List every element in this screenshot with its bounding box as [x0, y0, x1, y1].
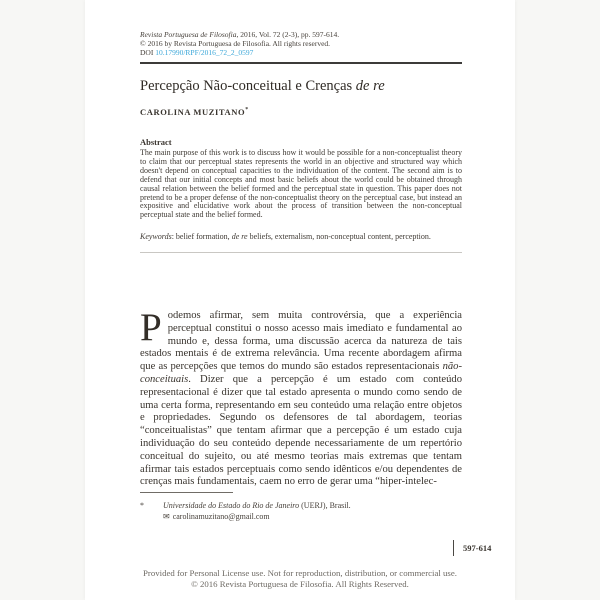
license-line: Provided for Personal License use. Not for reproduction, distribution, or commercial use.: [143, 568, 457, 578]
affiliation-rest: (UERJ), Brasil.: [299, 501, 351, 510]
page-range-badge: 597-614: [453, 540, 491, 556]
footnote-mark: *: [140, 501, 144, 510]
author-name: [140, 107, 462, 117]
title-italic-part: de re: [355, 78, 385, 94]
license-footer: [85, 568, 515, 590]
abstract-divider: [140, 252, 462, 253]
keywords-italic: de re: [231, 232, 248, 241]
body-paragraph: [140, 306, 462, 489]
doi-link[interactable]: 10.17990/RPF/2016_72_2_0597: [155, 48, 254, 57]
journal-name: Revista Portuguesa de Filosofia: [140, 30, 237, 39]
doi-label: DOI: [140, 48, 156, 57]
body-text-italic: não-conceituais: [140, 361, 462, 385]
envelope-icon: ✉: [163, 512, 170, 521]
footnote-email-row: [163, 511, 462, 522]
author-footnote-mark: *: [245, 107, 249, 114]
article-page: [85, 0, 515, 600]
dropcap-letter: P: [140, 306, 162, 349]
page-title: [140, 78, 462, 95]
copyright-line: © 2016 Revista Portuguesa de Filosofia. All Rights Reserved.: [191, 579, 409, 589]
abstract-heading: Abstract: [140, 137, 172, 147]
header-divider: [140, 62, 462, 64]
journal-citation-line: [140, 30, 462, 39]
affiliation-name: Universidade do Estado do Rio de Janeiro: [163, 501, 300, 510]
keywords-post: beliefs, externalism, non-conceptual content, perception.: [247, 232, 431, 241]
keywords-label: Keywords: [140, 232, 172, 241]
footnote-affiliation: [163, 500, 462, 511]
email-link[interactable]: carolinamuzitano@gmail.com: [172, 512, 270, 521]
keywords-line: [140, 232, 462, 241]
author-text: CAROLINA MUZITANO: [140, 107, 246, 117]
body-text-part2: . Dizer que a percepção é um estado com conteúdo representacional é dizer que tal estado apresenta o mundo como sendo de uma certa forma, representando em seu conteúdo uma relação entre objetos e propriedades. Segundo os defensores de tal abordagem, teorias “conceitualistas” que tentam afirmar que a percepção é um estado cuja individuação do seu conteúdo depende necessariamente de um repertório conceitual do sujeito, ou até mesmo teorias mais extremas que tentam afirmar tais estados perceptuais como sendo idênticos e/ou dependentes de crenças mais fundamentais, caem no erro de gerar uma “hiper-intelec-: [140, 373, 462, 488]
body-text-part1: odemos afirmar, sem muita controvérsia, que a experiência perceptual constitui o nosso acesso mais imediato e fundamental ao mundo e, dessa forma, uma discussão acerca da natureza de tais estados mentais é de extrema relevância. Uma recente abordagem afirma que as percepções que temos do mundo são estados representacionais: [140, 310, 462, 373]
abstract-text: The main purpose of this work is to discuss how it would be possible for a non-conceptualist theory to claim that our perceptual states represents the world in an objective and structured way which doesn't depend on conceptual capacities to the individuation of the content. The second aim is to defend that our initial concepts and most basic beliefs about the world could be obtained through causal relation between the belief formed and the perceptual state in question. This paper does not pretend to be a proper defense of the non-conceptualist theory on the perceptual case, but instead an expositive and elucidative work about the process of transition between the non-conceptual perceptual state and the belief formed.: [140, 148, 462, 220]
footnote-divider: [140, 492, 233, 493]
title-main: Percepção Não-conceitual e Crenças: [140, 78, 356, 94]
keywords-pre: : belief formation,: [171, 232, 232, 241]
footnote: [140, 500, 462, 522]
journal-copyright-line: © 2016 by Revista Portuguesa de Filosofia. All rights reserved.: [140, 39, 331, 48]
doi-line: [140, 48, 462, 57]
journal-citation-rest: , 2016, Vol. 72 (2-3), pp. 597-614.: [236, 30, 340, 39]
journal-header: [140, 30, 462, 57]
